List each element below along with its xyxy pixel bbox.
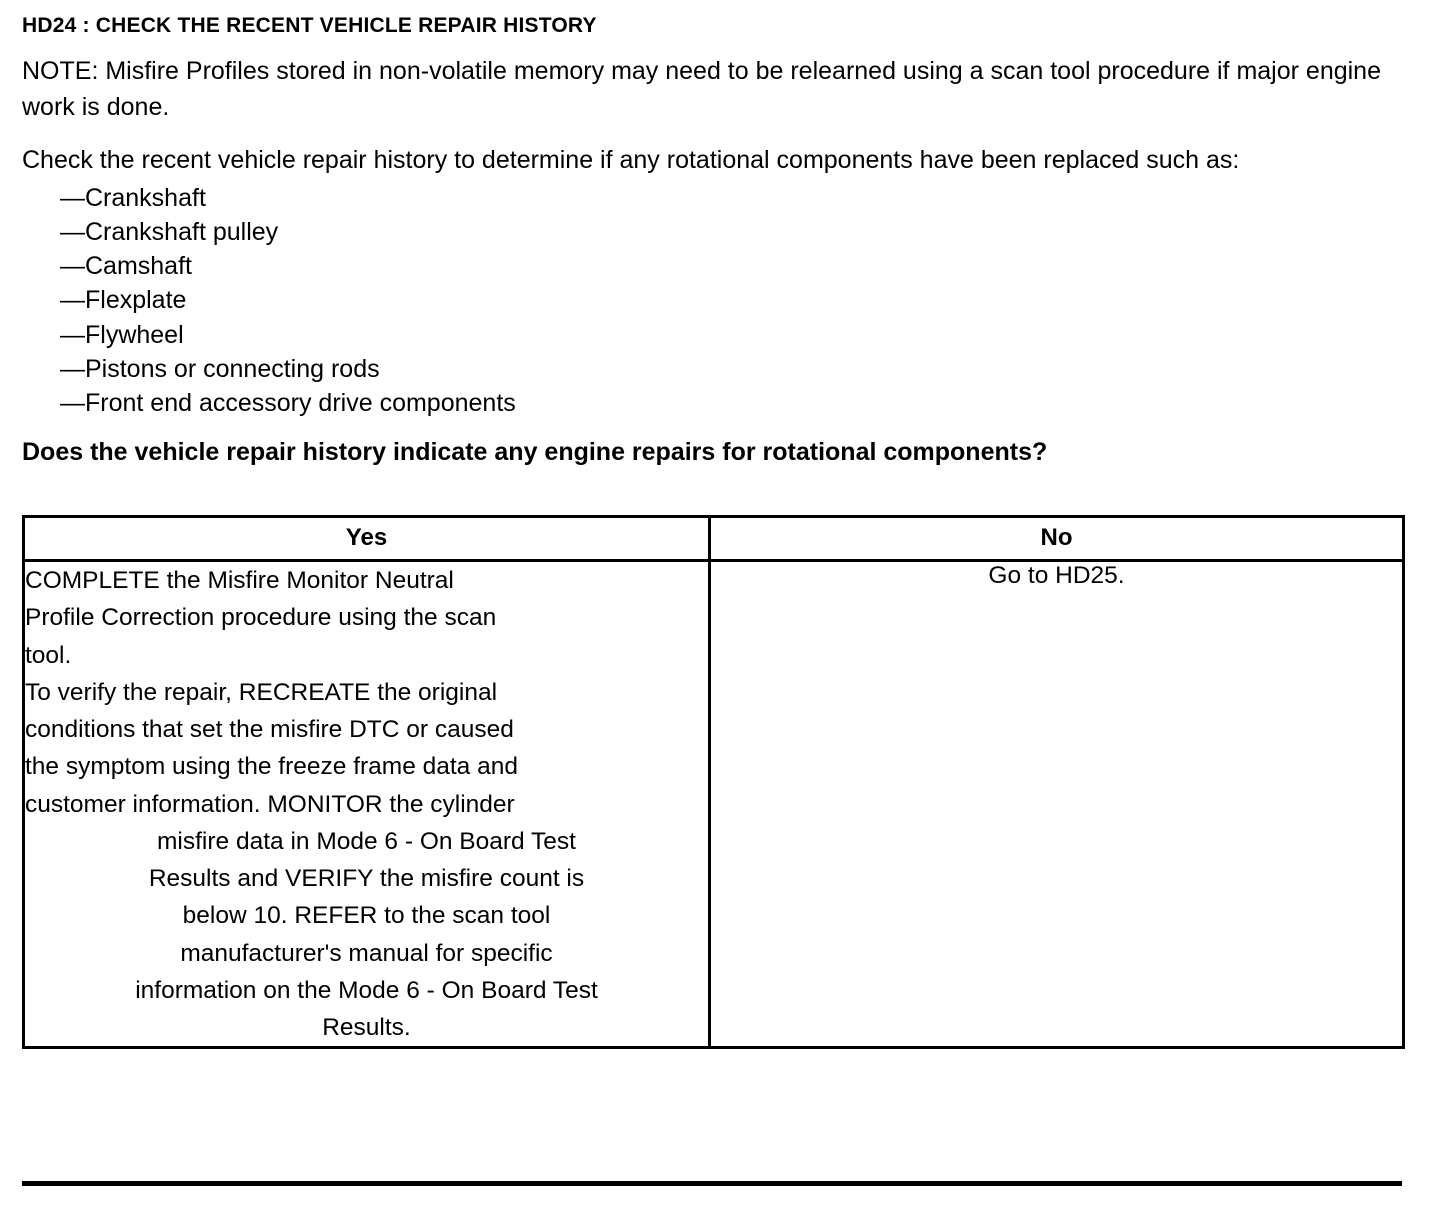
document-page <box>0 14 1440 1208</box>
cell-line: manufacturer's manual for specific <box>180 939 553 967</box>
cell-no-action: Go to HD25. <box>710 561 1404 1048</box>
cell-yes-action <box>24 561 710 1048</box>
cell-line: tool. <box>25 641 72 669</box>
cell-line: misfire data in Mode 6 - On Board Test <box>157 827 576 855</box>
cell-line: Results. <box>322 1014 411 1042</box>
answer-table <box>22 515 1405 1049</box>
table-row <box>24 561 1404 1048</box>
component-list <box>0 181 1440 421</box>
column-header-yes: Yes <box>24 517 710 561</box>
list-item: —Flywheel <box>60 320 184 349</box>
section-heading: HD24 : CHECK THE RECENT VEHICLE REPAIR HISTORY <box>22 14 597 37</box>
cell-line: the symptom using the freeze frame data and <box>25 753 518 781</box>
list-item: —Flexplate <box>60 286 187 315</box>
list-item: —Pistons or connecting rods <box>60 354 380 383</box>
decision-question: Does the vehicle repair history indicate any engine repairs for rotational components? <box>22 438 1048 467</box>
instruction-paragraph: Check the recent vehicle repair history to determine if any rotational components have been replaced such as: <box>22 146 1240 174</box>
list-item: —Front end accessory drive components <box>60 389 516 417</box>
list-item: —Crankshaft pulley <box>60 217 279 246</box>
cell-line: below 10. REFER to the scan tool <box>182 902 551 930</box>
cell-line: Results and VERIFY the misfire count is <box>148 865 585 893</box>
list-item: —Camshaft <box>60 252 192 280</box>
footer-rule <box>22 1181 1402 1186</box>
list-item: —Crankshaft <box>60 183 206 212</box>
note-paragraph: NOTE: Misfire Profiles stored in non-volatile memory may need to be relearned using a scan tool procedure if major engine work is done. <box>22 57 1381 121</box>
column-header-no: No <box>710 517 1404 561</box>
cell-line: COMPLETE the Misfire Monitor Neutral <box>25 567 454 595</box>
table-header-row <box>24 517 1404 561</box>
cell-line: Profile Correction procedure using the scan <box>25 604 497 632</box>
cell-line: customer information. MONITOR the cylinder <box>25 790 515 818</box>
cell-line: information on the Mode 6 - On Board Test <box>135 976 598 1004</box>
cell-line: To verify the repair, RECREATE the original <box>25 678 498 706</box>
cell-line: conditions that set the misfire DTC or caused <box>25 716 514 744</box>
